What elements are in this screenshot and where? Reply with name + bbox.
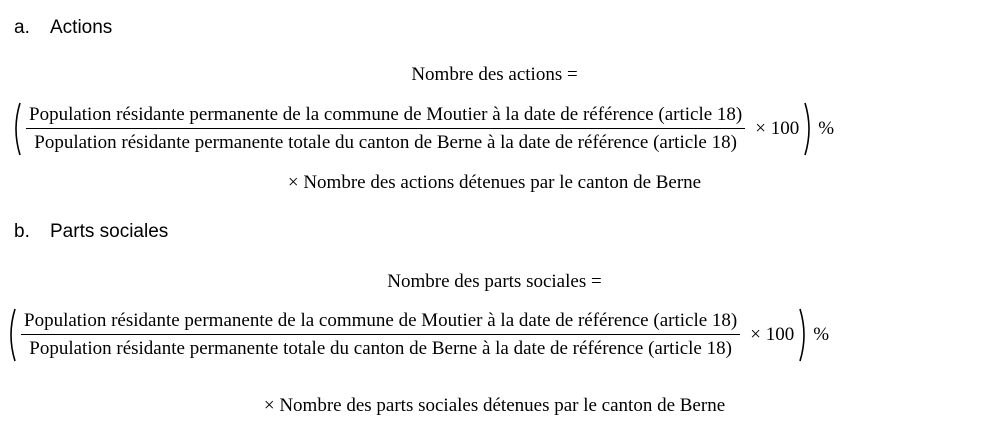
right-paren-icon (803, 101, 815, 157)
section-a-fraction (26, 103, 745, 155)
section-b-percent: % (813, 324, 830, 345)
section-b-tail: × Nombre des parts sociales détenues par le canton de Berne (263, 395, 726, 416)
right-paren-icon (798, 307, 810, 363)
section-a-heading (14, 17, 112, 39)
section-b-heading (14, 221, 168, 243)
section-a-tail: × Nombre des actions détenues par le canton de Berne (287, 172, 702, 193)
section-b-formula (5, 305, 829, 365)
section-b-denominator: Population résidante permanente totale du canton de Berne à la date de référence (article 18) (29, 338, 732, 359)
section-a-formula (10, 99, 834, 159)
section-a-title: Actions (50, 17, 113, 38)
section-a-factor: × 100 (755, 118, 800, 139)
section-a-numerator: Population résidante permanente de la commune de Moutier à la date de référence (article 18) (26, 103, 745, 129)
section-a-denominator: Population résidante permanente totale du canton de Berne à la date de référence (article 18) (34, 132, 737, 153)
section-a-lhs: Nombre des actions = (411, 64, 578, 85)
section-b-fraction (21, 309, 740, 361)
section-b-lhs: Nombre des parts sociales = (387, 271, 602, 292)
left-paren-icon (10, 101, 22, 157)
left-paren-icon (5, 307, 17, 363)
section-b-factor: × 100 (750, 324, 795, 345)
section-b-numerator: Population résidante permanente de la commune de Moutier à la date de référence (article 18) (21, 309, 740, 335)
section-b-marker: b. (14, 221, 30, 242)
section-a-percent: % (818, 118, 835, 139)
section-b-title: Parts sociales (50, 221, 169, 242)
section-a-marker: a. (14, 17, 30, 38)
